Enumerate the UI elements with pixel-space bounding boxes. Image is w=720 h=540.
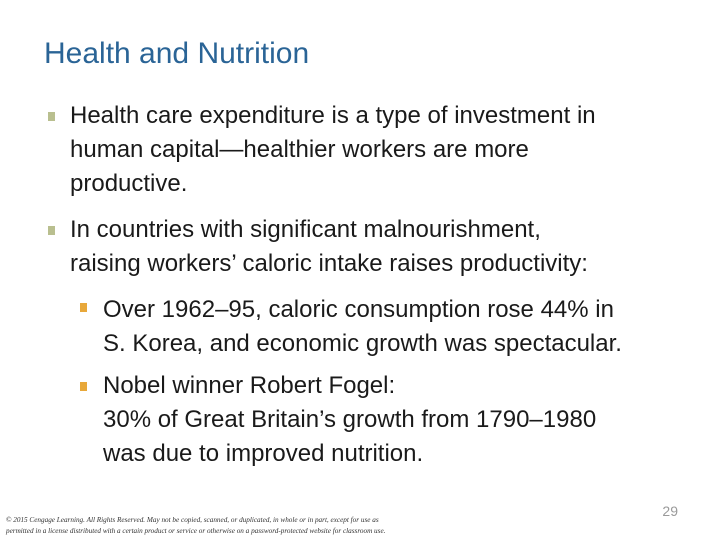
copyright-line: permitted in a license distributed with a certain product or service or otherwise on a password-protected website for classroom use.	[6, 527, 386, 535]
bullet-line: raising workers’ caloric intake raises productivity:	[70, 250, 588, 277]
bullet-square-icon	[48, 226, 55, 235]
bullet-line: Over 1962–95, caloric consumption rose 44% in	[103, 296, 614, 323]
bullet-line: S. Korea, and economic growth was spectacular.	[103, 330, 622, 357]
bullet-square-icon	[48, 112, 55, 121]
copyright-notice	[6, 515, 446, 537]
page-number: 29	[662, 503, 678, 519]
bullet-item	[70, 99, 596, 201]
sub-bullet-square-icon	[80, 303, 87, 312]
copyright-line: © 2015 Cengage Learning. All Rights Reserved. May not be copied, scanned, or duplicated, in whole or in part, except for use as	[6, 516, 379, 524]
bullet-line: human capital—healthier workers are more	[70, 136, 529, 163]
bullet-line: productive.	[70, 170, 188, 197]
bullet-line: Nobel winner Robert Fogel:	[103, 372, 396, 399]
bullet-line: In countries with significant malnourishment,	[70, 216, 541, 243]
sub-bullet-square-icon	[80, 382, 87, 391]
slide-title: Health and Nutrition	[44, 37, 310, 70]
sub-bullet-item	[103, 293, 622, 361]
sub-bullet-item	[103, 369, 596, 471]
bullet-line: Health care expenditure is a type of investment in	[70, 102, 596, 129]
bullet-line: 30% of Great Britain’s growth from 1790–1980	[103, 406, 597, 433]
bullet-item	[70, 213, 588, 281]
bullet-line: was due to improved nutrition.	[103, 440, 424, 467]
